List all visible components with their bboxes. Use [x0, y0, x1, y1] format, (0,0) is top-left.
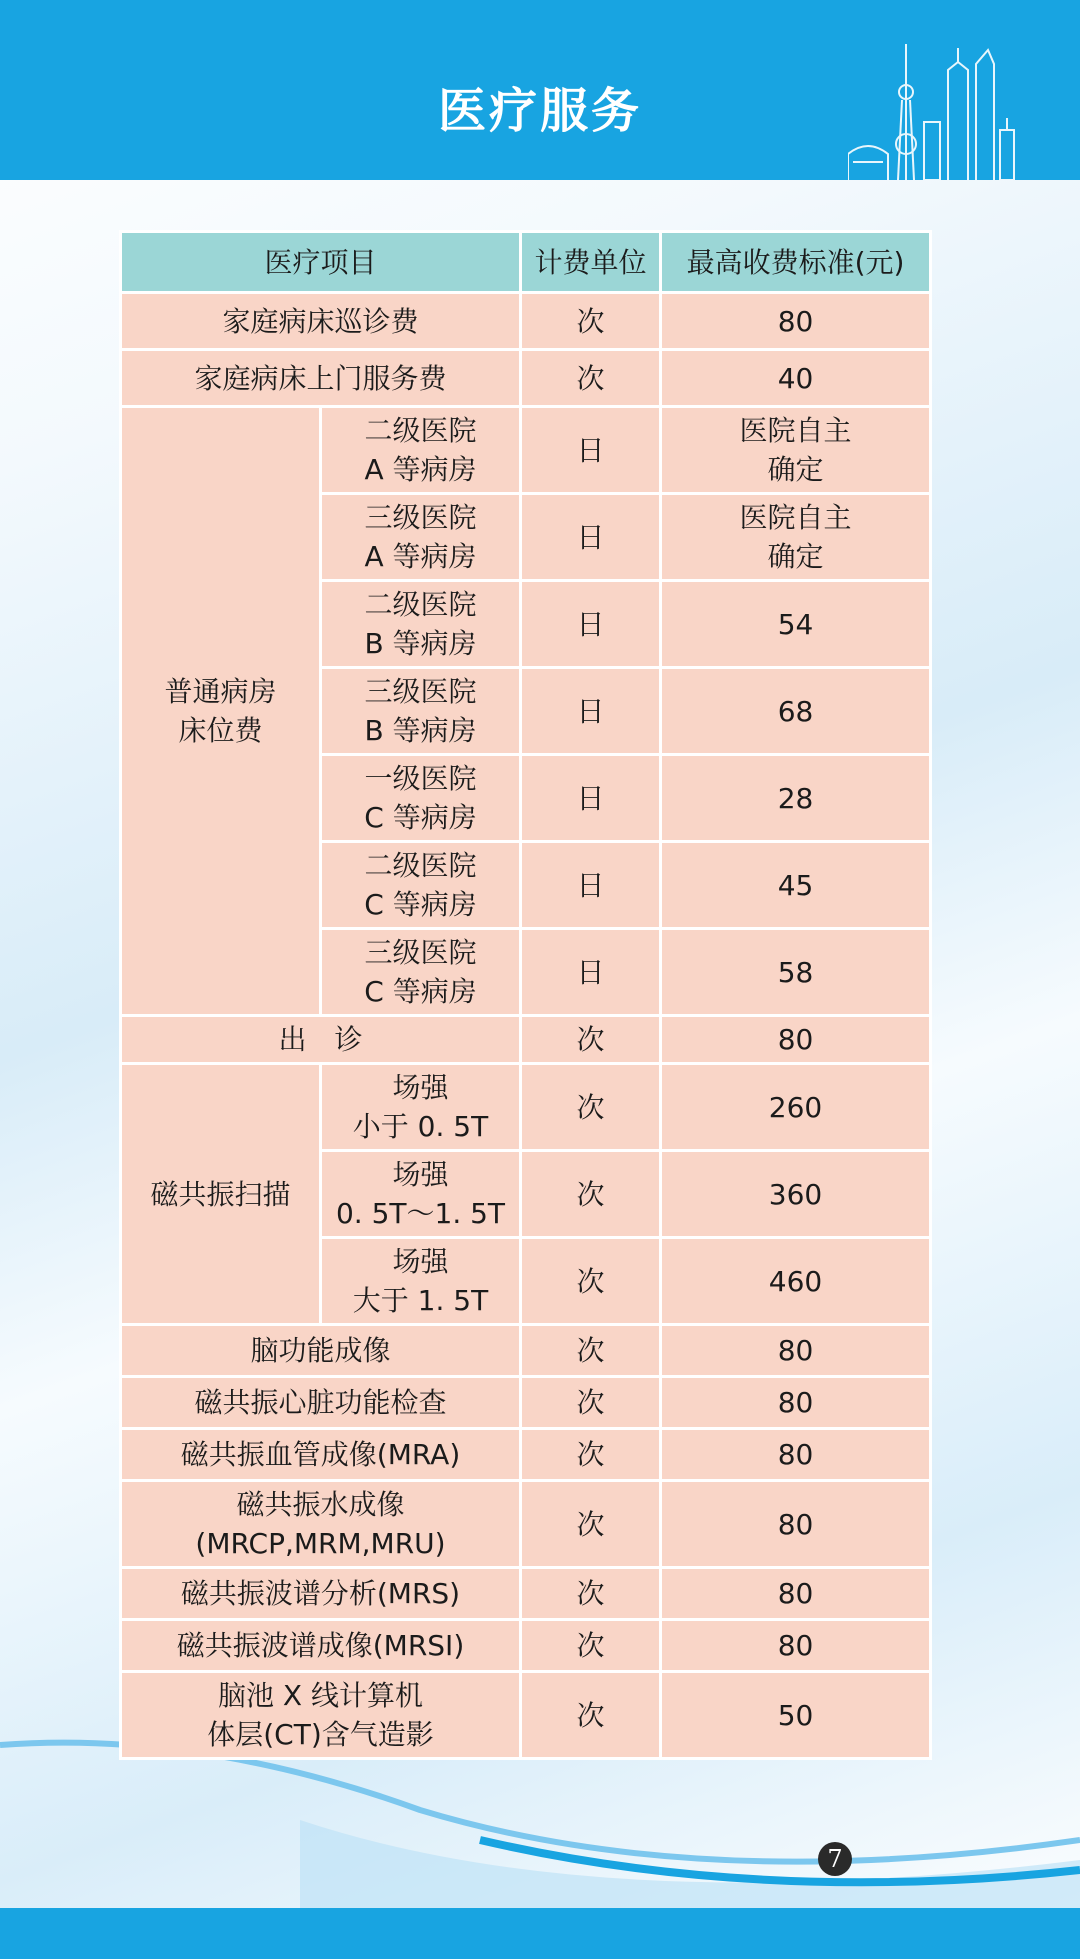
- page-number: 7: [818, 1842, 852, 1876]
- item-cell: [121, 1672, 521, 1759]
- table-row: [121, 407, 931, 494]
- table-header-row: [121, 232, 931, 293]
- unit-cell: 日: [521, 929, 661, 1016]
- price-line: 确定: [767, 540, 824, 573]
- price-cell: [661, 407, 931, 494]
- price-cell: 54: [661, 581, 931, 668]
- item-cell: 磁共振心脏功能检查: [121, 1377, 521, 1429]
- page-title: 医疗服务: [437, 83, 642, 139]
- price-cell: 80: [661, 1568, 931, 1620]
- sub-item-cell: [321, 494, 521, 581]
- footer-bar: [0, 1908, 1080, 1959]
- sub-item-line: 场强: [392, 1158, 449, 1191]
- sub-item-line: 大于 1. 5T: [352, 1284, 489, 1317]
- unit-cell: 次: [521, 1620, 661, 1672]
- sub-item-line: A 等病房: [364, 540, 477, 573]
- sub-item-line: B 等病房: [364, 627, 477, 660]
- table-row: [121, 293, 931, 350]
- sub-item-line: 一级医院: [364, 762, 477, 795]
- price-cell: 58: [661, 929, 931, 1016]
- price-cell: [661, 494, 931, 581]
- unit-cell: 日: [521, 407, 661, 494]
- table-row: [121, 1672, 931, 1759]
- price-line: 医院自主: [739, 501, 852, 534]
- sub-item-cell: [321, 755, 521, 842]
- unit-cell: 次: [521, 1481, 661, 1568]
- header-price: 最高收费标准(元): [661, 232, 931, 293]
- price-cell: 68: [661, 668, 931, 755]
- price-cell: 28: [661, 755, 931, 842]
- group-label-ward: [121, 407, 321, 1016]
- item-line: 体层(CT)含气造影: [207, 1718, 434, 1751]
- item-line: 磁共振水成像: [236, 1488, 405, 1521]
- item-cell: 家庭病床上门服务费: [121, 350, 521, 407]
- header-unit: 计费单位: [521, 232, 661, 293]
- price-cell: 80: [661, 1016, 931, 1064]
- sub-item-cell: [321, 1238, 521, 1325]
- price-cell: 80: [661, 1481, 931, 1568]
- table-row: [121, 1377, 931, 1429]
- unit-cell: 次: [521, 1377, 661, 1429]
- price-cell: 40: [661, 350, 931, 407]
- sub-item-line: 场强: [392, 1245, 449, 1278]
- table-row: [121, 1429, 931, 1481]
- price-line: 确定: [767, 453, 824, 486]
- table-row: [121, 1568, 931, 1620]
- table-row: [121, 1016, 931, 1064]
- table-row: [121, 1620, 931, 1672]
- sub-item-line: A 等病房: [364, 453, 477, 486]
- sub-item-cell: [321, 407, 521, 494]
- sub-item-cell: [321, 581, 521, 668]
- sub-item-cell: [321, 1064, 521, 1151]
- table-row: [121, 350, 931, 407]
- item-cell: 家庭病床巡诊费: [121, 293, 521, 350]
- sub-item-line: 二级医院: [364, 588, 477, 621]
- sub-item-line: C 等病房: [364, 888, 477, 921]
- unit-cell: 日: [521, 842, 661, 929]
- header-item: 医疗项目: [121, 232, 521, 293]
- group-label-mri: 磁共振扫描: [121, 1064, 321, 1325]
- price-line: 医院自主: [739, 414, 852, 447]
- unit-cell: 次: [521, 1672, 661, 1759]
- unit-cell: 次: [521, 1325, 661, 1377]
- unit-cell: 次: [521, 1016, 661, 1064]
- sub-item-line: C 等病房: [364, 975, 477, 1008]
- price-cell: 80: [661, 1325, 931, 1377]
- item-cell: 磁共振血管成像(MRA): [121, 1429, 521, 1481]
- unit-cell: 次: [521, 1568, 661, 1620]
- group-label-line: 普通病房: [164, 675, 277, 708]
- price-cell: 80: [661, 1620, 931, 1672]
- sub-item-cell: [321, 1151, 521, 1238]
- item-cell: [121, 1481, 521, 1568]
- item-cell: 磁共振波谱成像(MRSI): [121, 1620, 521, 1672]
- sub-item-line: B 等病房: [364, 714, 477, 747]
- fee-table: [119, 230, 932, 1760]
- city-skyline-icon: [848, 34, 1028, 180]
- item-line: (MRCP,MRM,MRU): [195, 1527, 446, 1560]
- unit-cell: 次: [521, 1064, 661, 1151]
- sub-item-line: 三级医院: [364, 675, 477, 708]
- page-header: [0, 0, 1080, 180]
- price-cell: 460: [661, 1238, 931, 1325]
- item-cell: 磁共振波谱分析(MRS): [121, 1568, 521, 1620]
- unit-cell: 次: [521, 293, 661, 350]
- unit-cell: 次: [521, 350, 661, 407]
- item-line: 脑池 X 线计算机: [218, 1679, 423, 1712]
- sub-item-line: 小于 0. 5T: [352, 1110, 489, 1143]
- sub-item-line: 三级医院: [364, 501, 477, 534]
- item-cell: 脑功能成像: [121, 1325, 521, 1377]
- unit-cell: 次: [521, 1238, 661, 1325]
- group-label-line: 床位费: [178, 714, 263, 747]
- price-cell: 80: [661, 1377, 931, 1429]
- unit-cell: 日: [521, 755, 661, 842]
- sub-item-cell: [321, 929, 521, 1016]
- sub-item-line: 场强: [392, 1071, 449, 1104]
- price-cell: 80: [661, 293, 931, 350]
- item-cell: 出 诊: [121, 1016, 521, 1064]
- sub-item-line: C 等病房: [364, 801, 477, 834]
- sub-item-line: 二级医院: [364, 849, 477, 882]
- unit-cell: 日: [521, 494, 661, 581]
- price-cell: 80: [661, 1429, 931, 1481]
- unit-cell: 日: [521, 668, 661, 755]
- table-row: [121, 1481, 931, 1568]
- unit-cell: 次: [521, 1429, 661, 1481]
- table-row: [121, 1064, 931, 1151]
- price-cell: 260: [661, 1064, 931, 1151]
- sub-item-line: 三级医院: [364, 936, 477, 969]
- price-cell: 50: [661, 1672, 931, 1759]
- sub-item-cell: [321, 842, 521, 929]
- table-row: [121, 1325, 931, 1377]
- unit-cell: 日: [521, 581, 661, 668]
- sub-item-line: 0. 5T～1. 5T: [335, 1197, 506, 1230]
- price-cell: 45: [661, 842, 931, 929]
- sub-item-cell: [321, 668, 521, 755]
- sub-item-line: 二级医院: [364, 414, 477, 447]
- unit-cell: 次: [521, 1151, 661, 1238]
- price-cell: 360: [661, 1151, 931, 1238]
